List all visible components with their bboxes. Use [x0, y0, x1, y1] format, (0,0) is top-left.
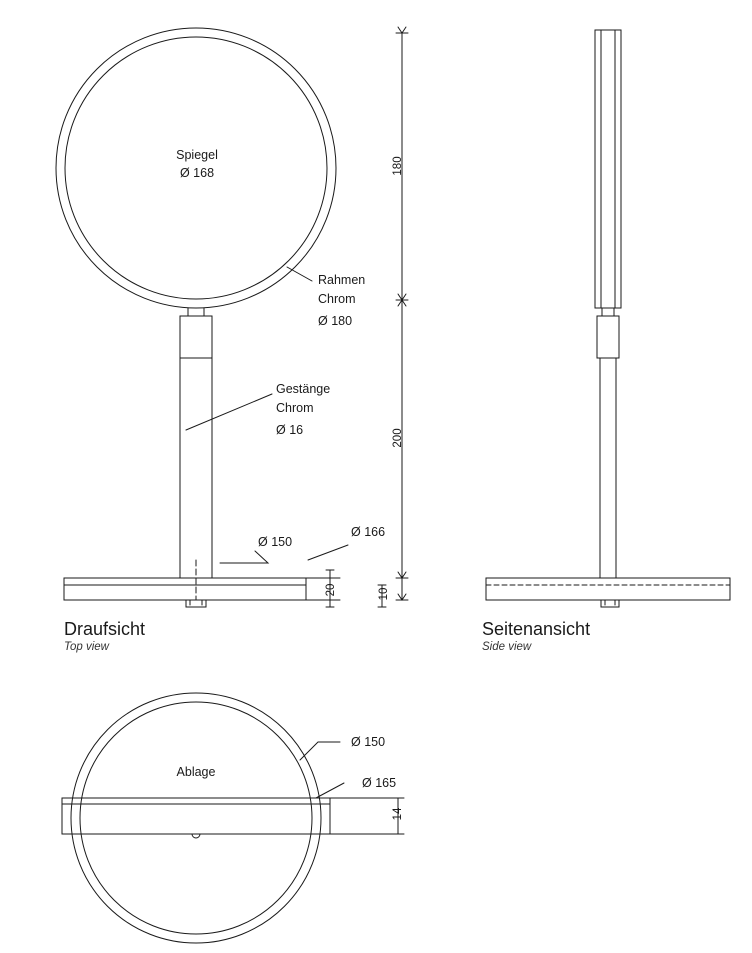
- shelf-bar: [62, 798, 330, 834]
- mirror-edge-profile: [595, 30, 621, 308]
- shelf-center-knob: [192, 834, 200, 838]
- shelf-outer-circle: [71, 693, 321, 943]
- rod-shaft: [180, 358, 212, 578]
- shelf-outer-diameter-label: Ø 165: [362, 776, 397, 790]
- base-foot-inner: [190, 600, 202, 605]
- frame-label-name: Rahmen: [318, 273, 366, 287]
- base-plate-outline: [64, 578, 306, 600]
- rod-label-name: Gestänge: [276, 382, 331, 396]
- dim-base-plate-label: 10: [378, 587, 390, 601]
- mirror-label-name: Spiegel: [176, 148, 218, 162]
- leader-shelf-inner: [300, 742, 340, 760]
- frame-label-material: Chrom: [318, 292, 356, 306]
- rod-label-diameter: Ø 16: [276, 423, 304, 437]
- frame-label-diameter: Ø 180: [318, 314, 353, 328]
- shelf-inner-circle: [80, 702, 312, 934]
- side-base-foot-detail: [601, 600, 619, 607]
- base-foot-detail: [186, 600, 206, 607]
- shelf-label-name: Ablage: [176, 765, 216, 779]
- leader-frame: [287, 267, 312, 281]
- base-inner-diameter-label: Ø 150: [258, 535, 293, 549]
- mirror-label-diameter: Ø 168: [179, 166, 215, 180]
- leader-base-inner: [220, 551, 268, 563]
- top-view-title: Draufsicht: [64, 619, 146, 639]
- rod-label-material: Chrom: [276, 401, 314, 415]
- shelf-inner-diameter-label: Ø 150: [351, 735, 386, 749]
- dim-upper-height-label: 180: [392, 156, 404, 176]
- side-base-foot-inner: [605, 600, 615, 605]
- base-outer-diameter-label: Ø 166: [351, 525, 386, 539]
- rod-collar-upper: [180, 316, 212, 358]
- rod-neck: [188, 308, 204, 316]
- dim-base-height-label: 20: [325, 583, 337, 597]
- side-rod-collar: [597, 316, 619, 358]
- dim-tick-top: [396, 27, 408, 33]
- side-base-plate-outline: [486, 578, 730, 600]
- side-view-title: Seitenansicht: [482, 619, 591, 639]
- dim-lower-height-label: 200: [392, 428, 404, 448]
- dim-shelf-thickness-label: 14: [392, 807, 404, 821]
- top-view-subtitle: Top view: [64, 641, 109, 653]
- leader-shelf-outer: [316, 783, 344, 798]
- leader-rod: [186, 394, 272, 430]
- side-view-subtitle: Side view: [482, 641, 532, 653]
- side-rod-neck: [602, 308, 614, 316]
- leader-base-outer: [308, 545, 348, 560]
- side-rod-shaft: [600, 358, 616, 578]
